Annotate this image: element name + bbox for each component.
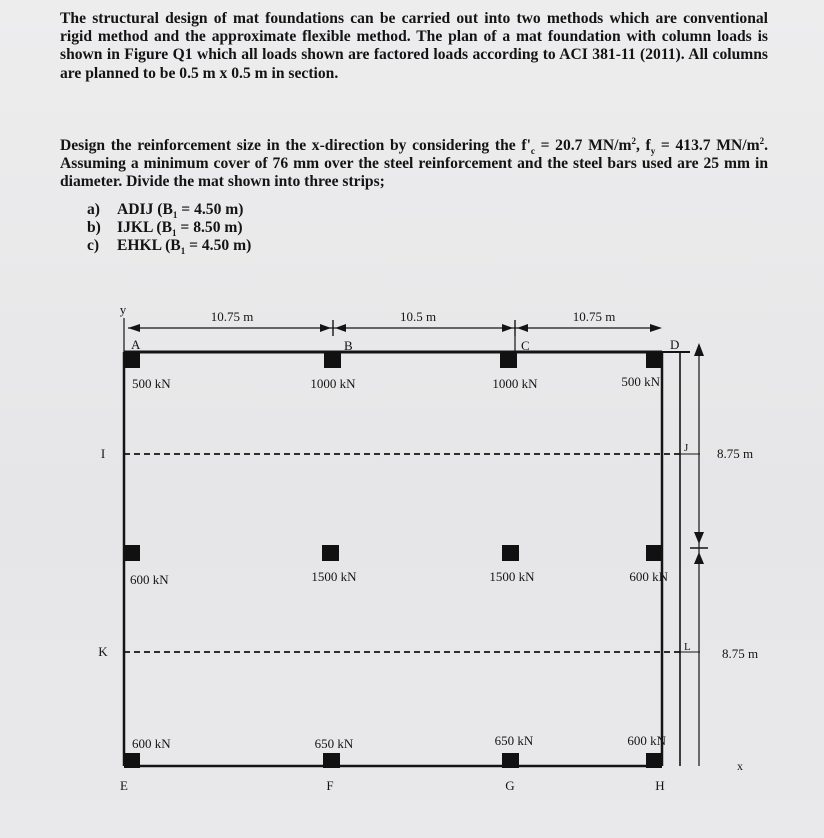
axis-x-label: x bbox=[737, 759, 743, 773]
point-i-label: I bbox=[100, 446, 106, 461]
strip-item-b: b) IJKL ($B_1 = 8.50$ m) bbox=[87, 219, 243, 239]
right-dim-arrow-top bbox=[694, 343, 704, 356]
load-top-2: 1000 kN bbox=[310, 376, 356, 391]
load-bot-1: 600 kN bbox=[132, 736, 171, 751]
column-d bbox=[646, 352, 662, 368]
right-dim-arrow-mid-up bbox=[694, 532, 704, 544]
column-e bbox=[124, 753, 140, 768]
fc-subscript: c bbox=[530, 146, 535, 157]
point-f-label: F bbox=[326, 778, 334, 793]
text-fy-value: = 413.7 MN/m bbox=[655, 137, 760, 154]
dim-arrow-c-right bbox=[517, 324, 528, 332]
point-g-label: G bbox=[505, 778, 515, 793]
text-fc-value: = 20.7 MN/m bbox=[534, 137, 632, 154]
column-mid-2 bbox=[322, 545, 339, 561]
load-top-4: 500 kN bbox=[621, 374, 660, 389]
load-top-1: 500 kN bbox=[132, 376, 171, 391]
text-fy-prefix: , f bbox=[635, 137, 651, 154]
column-h bbox=[646, 753, 662, 768]
intro-paragraph: The structural design of mat foundations can be carried out into two methods which are conventional rigid method and the approximate flexible method. The plan of a mat foundation with column loads is shown in Figure Q1 which all loads shown are factored loads according to ACI 381-11 (2011). All columns are planned to be 0.5 m x 0.5 m in section. bbox=[60, 10, 768, 82]
load-bot-3: 650 kN bbox=[494, 733, 534, 748]
dim-label-right-2: 8.75 m bbox=[721, 646, 759, 661]
superscript-2b: 2 bbox=[759, 135, 765, 146]
point-h-label: H bbox=[655, 778, 665, 793]
column-g bbox=[502, 753, 519, 768]
point-b-label: B bbox=[344, 338, 353, 353]
dim-label-2: 10.5 m bbox=[399, 309, 437, 324]
dim-arrow-b-left bbox=[320, 324, 331, 332]
load-mid-3: 1500 kN bbox=[489, 569, 535, 584]
axis-y-label: y bbox=[119, 302, 127, 317]
column-b bbox=[324, 352, 341, 368]
column-c bbox=[500, 352, 517, 368]
column-f bbox=[323, 753, 340, 768]
load-top-3: 1000 kN bbox=[492, 376, 538, 391]
dim-arrow-left bbox=[128, 324, 140, 332]
dim-arrow-c-left bbox=[502, 324, 513, 332]
point-l-label: L bbox=[684, 641, 691, 653]
dim-label-right-1: 8.75 m bbox=[716, 446, 754, 461]
dim-arrow-right bbox=[650, 324, 662, 332]
load-mid-2: 1500 kN bbox=[311, 569, 357, 584]
dim-label-1: 10.75 m bbox=[210, 309, 254, 324]
dim-arrow-b-right bbox=[335, 324, 346, 332]
load-bot-2: 650 kN bbox=[314, 736, 354, 751]
strip-item-a: a) ADIJ ($B_1 = 4.50$ m) bbox=[87, 201, 244, 221]
point-j-label: J bbox=[684, 442, 689, 454]
point-a-label: A bbox=[131, 337, 141, 352]
load-mid-4: 600 kN bbox=[629, 569, 668, 584]
load-bot-4: 600 kN bbox=[627, 733, 666, 748]
column-mid-3 bbox=[502, 545, 519, 561]
load-mid-1: 600 kN bbox=[130, 572, 169, 587]
column-mid-left bbox=[124, 545, 140, 561]
dim-label-3: 10.75 m bbox=[572, 309, 616, 324]
text-cover-steel: . Assuming a minimum cover of 76 mm over the steel reinforcement and the steel bars used are 25 mm in diameter. Divide the mat shown into three strips; bbox=[60, 137, 768, 191]
column-a bbox=[124, 352, 140, 368]
right-dim-arrow-mid-down bbox=[694, 552, 704, 564]
text-fc-prefix: Design the reinforcement size in the x-direction by considering the f' bbox=[60, 137, 531, 154]
superscript-2: 2 bbox=[631, 135, 636, 146]
point-c-label: C bbox=[521, 338, 530, 353]
column-mid-right bbox=[646, 545, 662, 561]
point-d-label: D bbox=[670, 337, 680, 352]
point-k-label: K bbox=[98, 644, 108, 659]
point-e-label: E bbox=[120, 778, 128, 793]
fy-subscript: y bbox=[650, 146, 656, 157]
strip-item-c: c) EHKL ($B_1 = 4.50$ m) bbox=[87, 237, 252, 257]
